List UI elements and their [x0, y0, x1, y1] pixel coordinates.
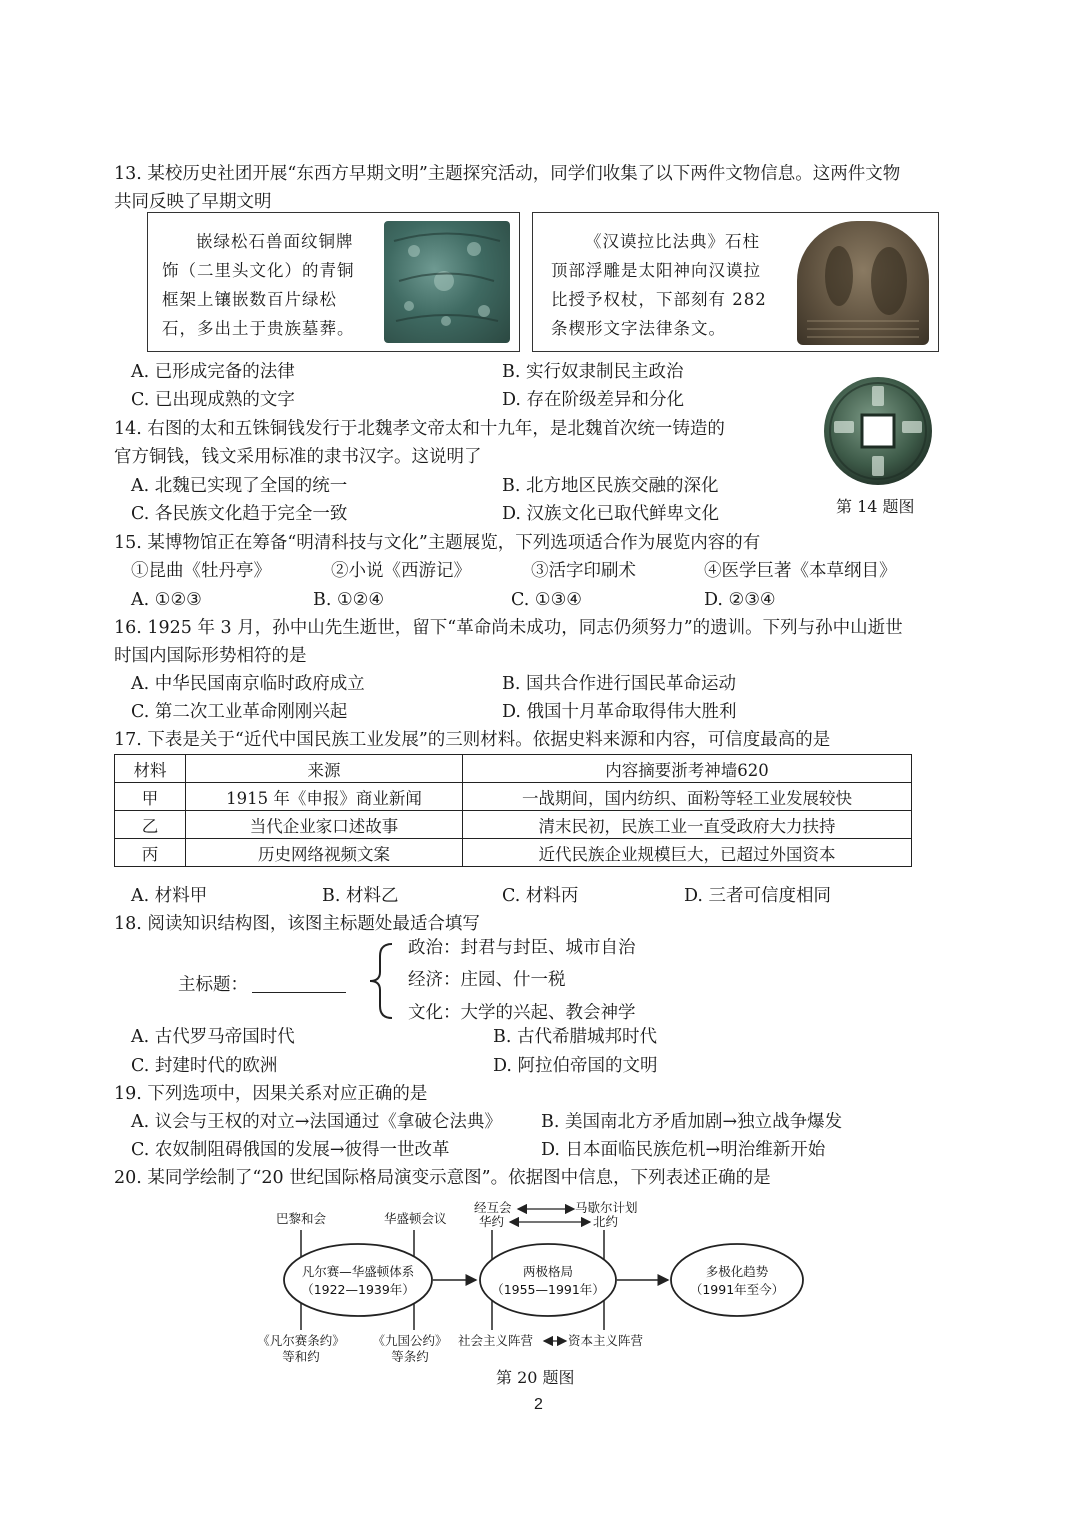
table-header-cell: 材料	[115, 755, 186, 783]
oval3-years: （1991年至今）	[689, 1282, 785, 1297]
table-header-cell: 内容摘要浙考神墙620	[463, 755, 912, 783]
q15-option-d[interactable]: D. ②③④	[704, 590, 776, 610]
q13-stem-line1: 13. 某校历史社团开展“东西方早期文明”主题探究活动，同学们收集了以下两件文物信息。这两件文物	[114, 164, 901, 184]
label-socialist-camp: 社会主义阵营	[458, 1333, 534, 1348]
q17-stem: 17. 下表是关于“近代中国民族工业发展”的三则材料。依据史料来源和内容，可信度最高的是	[114, 730, 831, 750]
table-cell: 1915 年《申报》商业新闻	[186, 783, 463, 811]
q19-option-a[interactable]: A. 议会与王权的对立→法国通过《拿破仑法典》	[131, 1112, 502, 1132]
q16-stem-line2: 时国内国际形势相符的是	[114, 646, 307, 666]
label-comecon: 经互会	[474, 1200, 512, 1215]
q14-option-d[interactable]: D. 汉族文化已取代鲜卑文化	[502, 504, 720, 524]
oval1-title: 凡尔赛—华盛顿体系	[301, 1264, 415, 1279]
label-paris-conference: 巴黎和会	[276, 1211, 327, 1226]
q19-option-b[interactable]: B. 美国南北方矛盾加剧→独立战争爆发	[541, 1112, 843, 1132]
table-cell: 清末民初，民族工业一直受政府大力扶持	[463, 811, 912, 839]
label-versailles-treaty: 《凡尔赛条约》	[257, 1333, 345, 1348]
q16-option-b[interactable]: B. 国共合作进行国民革命运动	[502, 674, 736, 694]
q16-option-c[interactable]: C. 第二次工业革命刚刚兴起	[131, 702, 348, 722]
label-versailles-treaty-etc: 等和约	[282, 1349, 320, 1364]
label-warsaw-pact: 华约	[479, 1214, 505, 1229]
q18-main-label: 主标题：	[178, 975, 248, 995]
table-cell: 丙	[115, 839, 186, 867]
label-nato: 北约	[593, 1214, 619, 1229]
q14-option-a[interactable]: A. 北魏已实现了全国的统一	[131, 476, 348, 496]
q19-option-c[interactable]: C. 农奴制阻碍俄国的发展→彼得一世改革	[131, 1140, 450, 1160]
q19-option-d[interactable]: D. 日本面临民族危机→明治维新开始	[541, 1140, 826, 1160]
q18-branch-culture: 文化：大学的兴起、教会神学	[408, 1003, 636, 1023]
q16-option-d[interactable]: D. 俄国十月革命取得伟大胜利	[502, 702, 737, 722]
table-cell: 甲	[115, 783, 186, 811]
q15-option-a[interactable]: A. ①②③	[131, 590, 202, 610]
q17-option-c[interactable]: C. 材料丙	[502, 886, 579, 906]
table-header-cell: 来源	[186, 755, 463, 783]
oval2-title: 两极格局	[522, 1264, 574, 1279]
q17-option-b[interactable]: B. 材料乙	[322, 886, 399, 906]
oval3-title: 多极化趋势	[705, 1264, 769, 1279]
q14-figure-caption: 第 14 题图	[836, 497, 915, 516]
q18-option-a[interactable]: A. 古代罗马帝国时代	[131, 1027, 295, 1047]
oval1-years: （1922—1939年）	[301, 1282, 415, 1297]
label-nine-power-treaty-etc: 等条约	[391, 1349, 429, 1364]
q19-stem: 19. 下列选项中，因果关系对应正确的是	[114, 1084, 428, 1104]
q15-stem: 15. 某博物馆正在筹备“明清科技与文化”主题展览，下列选项适合作为展览内容的有	[114, 533, 761, 553]
q13-option-b[interactable]: B. 实行奴隶制民主政治	[502, 362, 684, 382]
table-cell: 历史网络视频文案	[186, 839, 463, 867]
q18-branch-politics: 政治：封君与封臣、城市自治	[408, 938, 636, 958]
q14-stem-line2: 官方铜钱，钱文采用标准的隶书汉字。这说明了	[114, 447, 482, 467]
oval2-years: （1955—1991年）	[491, 1282, 605, 1297]
q15-item-1: ①昆曲《牡丹亭》	[131, 561, 271, 581]
q15-option-c[interactable]: C. ①③④	[511, 590, 582, 610]
q15-item-2: ②小说《西游记》	[331, 561, 471, 581]
page-number: 2	[534, 1396, 543, 1413]
oval-bipolar	[480, 1244, 616, 1316]
q18-branch-economy: 经济：庄园、什一税	[408, 970, 566, 990]
q15-option-b[interactable]: B. ①②④	[313, 590, 385, 610]
label-nine-power-treaty: 《九国公约》	[372, 1333, 448, 1348]
q15-item-3: ③活字印刷术	[531, 561, 636, 581]
table-cell: 一战期间，国内纺织、面粉等轻工业发展较快	[463, 783, 912, 811]
q16-stem-line1: 16. 1925 年 3 月，孙中山先生逝世，留下“革命尚未成功，同志仍须努力”的遗训。下列与孙中山逝世	[114, 618, 903, 638]
q17-option-d[interactable]: D. 三者可信度相同	[684, 886, 832, 906]
label-washington-conference: 华盛顿会议	[384, 1211, 447, 1226]
q14-stem-line1: 14. 右图的太和五铢铜钱发行于北魏孝文帝太和十九年，是北魏首次统一铸造的	[114, 419, 725, 439]
artifact-right-text: 《汉谟拉比法典》石柱 顶部浮雕是太阳神向汉谟拉 比授予权杖，下部刻有 282 条楔形文字法律条文。	[551, 232, 767, 338]
q13-option-a[interactable]: A. 已形成完备的法律	[131, 362, 295, 382]
table-cell: 当代企业家口述故事	[186, 811, 463, 839]
q20-figure-caption: 第 20 题图	[496, 1368, 575, 1387]
q20-stem: 20. 某同学绘制了“20 世纪国际格局演变示意图”。依据图中信息，下列表述正确的是	[114, 1168, 771, 1188]
q18-option-d[interactable]: D. 阿拉伯帝国的文明	[493, 1056, 658, 1076]
q18-stem: 18. 阅读知识结构图，该图主标题处最适合填写	[114, 914, 480, 934]
q18-option-c[interactable]: C. 封建时代的欧洲	[131, 1056, 278, 1076]
label-capitalist-camp: 资本主义阵营	[568, 1333, 644, 1348]
artifact-left-text: 嵌绿松石兽面纹铜牌 饰（二里头文化）的青铜 框架上镶嵌数百片绿松 石，多出土于贵族墓葬。	[162, 232, 355, 338]
q14-option-c[interactable]: C. 各民族文化趋于完全一致	[131, 504, 348, 524]
table-cell: 乙	[115, 811, 186, 839]
q13-option-d[interactable]: D. 存在阶级差异和分化	[502, 390, 685, 410]
q13-option-c[interactable]: C. 已出现成熟的文字	[131, 390, 295, 410]
q18-option-b[interactable]: B. 古代希腊城邦时代	[493, 1027, 657, 1047]
oval-multipolar	[671, 1244, 803, 1316]
q13-stem-line2: 共同反映了早期文明	[114, 192, 272, 212]
label-marshall-plan: 马歇尔计划	[575, 1200, 638, 1215]
oval-versailles-washington	[284, 1244, 432, 1316]
table-cell: 近代民族企业规模巨大，已超过外国资本	[463, 839, 912, 867]
q16-option-a[interactable]: A. 中华民国南京临时政府成立	[131, 674, 365, 694]
q15-item-4: ④医学巨著《本草纲目》	[704, 561, 897, 581]
q14-option-b[interactable]: B. 北方地区民族交融的深化	[502, 476, 719, 496]
q17-option-a[interactable]: A. 材料甲	[131, 886, 208, 906]
